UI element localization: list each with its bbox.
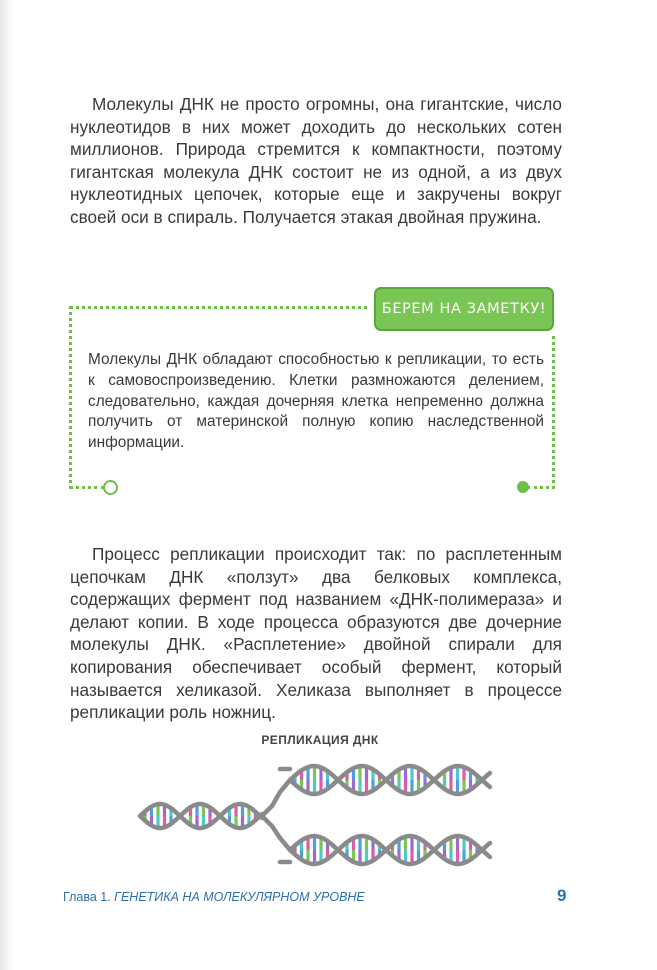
fork-connector-top <box>262 780 290 816</box>
paragraph-dna-size: Молекулы ДНК не просто огромны, она гигантские, число нуклеотидов в них может доходить до нескольких сотен миллионов. Природа стремится к компактности, поэтому гигантская молекула ДНК состоит не из одной, а из двух нуклеотидных цепочек, которые еще и закручены вокруг своей оси в спираль. Получается этакая двойная пружина. <box>70 94 562 227</box>
base-pair-bar <box>404 780 407 792</box>
base-pair-bar <box>456 837 459 850</box>
note-label: БЕРЕМ НА ЗАМЕТКУ! <box>374 287 554 331</box>
base-pair-bar <box>404 850 407 862</box>
base-pair-bar <box>365 850 368 862</box>
paragraph-replication-process: Процесс репликации происходит так: по расплетенным цепочкам ДНК «ползут» два белковых комплекса, содержащих фермент под названием «ДНК-полимераза» и делают копии. В ходе процесса образуются две дочерние молекулы ДНК. «Расплетение» двойной спирали для копирования обеспечивает особый фермент, который называется хеликазой. Хеликаза выполняет в процессе репликации роль ножниц. <box>70 544 562 723</box>
base-pair-bar <box>365 838 368 850</box>
footer-chapter-prefix: Глава 1. <box>63 890 111 904</box>
base-pair-bar <box>358 837 361 850</box>
base-pair-bar <box>313 780 316 793</box>
base-pair-bar <box>404 768 407 780</box>
base-pair-bar <box>358 780 361 793</box>
page-number: 9 <box>557 886 567 905</box>
base-pair-bar <box>410 837 413 850</box>
base-pair-bar <box>313 850 316 863</box>
base-pair-bar <box>456 780 459 793</box>
note-open-circle-icon <box>103 480 118 495</box>
base-pair-bar <box>313 767 316 780</box>
base-pair-bar <box>358 767 361 780</box>
note-text: Молекулы ДНК обладают способностью к репликации, то есть к самовоспроизведению. Клетки размножаются делением, следовательно, каждая дочерняя клетка непременно должна получить от материнской полную копию наследственной информации. <box>88 351 544 452</box>
base-pair-bar <box>410 767 413 780</box>
page-gutter-shadow <box>0 0 14 970</box>
footer-chapter <box>63 890 365 904</box>
base-pair-bar <box>365 780 368 792</box>
base-pair-bar <box>456 767 459 780</box>
note-label-wrapper <box>370 283 558 335</box>
base-pair-bar <box>358 850 361 863</box>
base-pair-bar <box>156 816 159 827</box>
base-pair-bar <box>410 850 413 863</box>
base-pair-bar <box>410 780 413 793</box>
note-box-bottom-left-border <box>69 486 105 489</box>
footer-chapter-title: ГЕНЕТИКА НА МОЛЕКУЛЯРНОМ УРОВНЕ <box>114 890 365 904</box>
base-pair-bar <box>313 837 316 850</box>
note-filled-circle-icon <box>517 481 529 493</box>
base-pair-bar <box>456 850 459 863</box>
base-pair-bar <box>404 838 407 850</box>
fork-connector-bottom <box>262 816 290 850</box>
note-box-bottom-right-border <box>527 486 555 489</box>
base-pair-bar <box>156 805 159 816</box>
dna-replication-diagram <box>130 762 500 870</box>
diagram-title: РЕПЛИКАЦИЯ ДНК <box>261 733 379 747</box>
base-pair-bar <box>365 768 368 780</box>
